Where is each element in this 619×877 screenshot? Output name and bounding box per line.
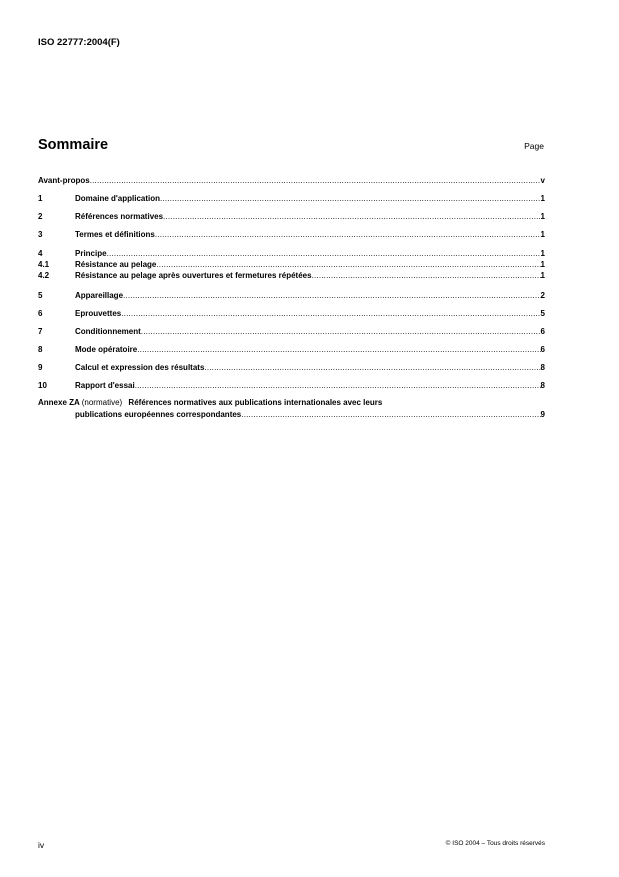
toc-entry-4-1[interactable] bbox=[38, 259, 545, 270]
annex-qualifier: (normative) bbox=[81, 398, 123, 407]
toc-entry-label: Eprouvettes bbox=[75, 309, 122, 318]
toc-entry-label: Termes et définitions bbox=[75, 230, 155, 239]
leader-dots bbox=[141, 327, 541, 337]
toc-entry-number: 10 bbox=[38, 381, 47, 390]
toc-entry-page: 5 bbox=[540, 309, 545, 318]
toc-entry-annex-za[interactable] bbox=[38, 398, 382, 408]
toc-entry-label: Appareillage bbox=[75, 291, 124, 300]
document-id-header: ISO 22777:2004(F) bbox=[38, 37, 120, 48]
toc-entry-annex-za-line2[interactable] bbox=[75, 409, 545, 420]
toc-entry-number: 7 bbox=[38, 327, 43, 336]
toc-entry-page: 1 bbox=[540, 249, 545, 258]
toc-entry-page: 1 bbox=[540, 230, 545, 239]
toc-entry-label: Domaine d'application bbox=[75, 194, 161, 203]
toc-entry-number: 6 bbox=[38, 309, 43, 318]
toc-entry-label: Calcul et expression des résultats bbox=[75, 363, 205, 372]
toc-entry-number: 5 bbox=[38, 291, 43, 300]
toc-entry-label: Principe bbox=[75, 249, 107, 258]
toc-entry-page: 1 bbox=[540, 271, 545, 280]
toc-entry-number: 9 bbox=[38, 363, 43, 372]
leader-dots bbox=[155, 230, 541, 240]
footer-copyright: © ISO 2004 – Tous droits réservés bbox=[445, 840, 545, 847]
toc-entry-page: 8 bbox=[540, 381, 545, 390]
toc-entry-label: Références normatives bbox=[75, 212, 164, 221]
leader-dots bbox=[107, 249, 541, 259]
toc-entry-number: 1 bbox=[38, 194, 43, 203]
leader-dots bbox=[135, 381, 541, 391]
leader-dots bbox=[121, 309, 540, 319]
toc-entry-label: Conditionnement bbox=[75, 327, 141, 336]
toc-entry-2[interactable] bbox=[38, 211, 545, 222]
toc-entry-5[interactable] bbox=[38, 290, 545, 301]
toc-entry-page: 9 bbox=[540, 410, 545, 419]
leader-dots bbox=[137, 345, 540, 355]
toc-entry-page: 1 bbox=[540, 260, 545, 269]
toc-entry-avant-propos[interactable] bbox=[38, 175, 545, 186]
toc-entry-page: v bbox=[540, 176, 545, 185]
leader-dots bbox=[241, 410, 540, 420]
toc-entry-number: 4.1 bbox=[38, 260, 50, 269]
toc-entry-label: Résistance au pelage bbox=[75, 260, 157, 269]
toc-entry-8[interactable] bbox=[38, 344, 545, 355]
toc-entry-label: Mode opératoire bbox=[75, 345, 138, 354]
toc-entry-7[interactable] bbox=[38, 326, 545, 337]
leader-dots bbox=[204, 363, 540, 373]
toc-entry-page: 6 bbox=[540, 345, 545, 354]
annex-title-line2: publications européennes correspondantes bbox=[75, 410, 242, 419]
toc-entry-page: 8 bbox=[540, 363, 545, 372]
toc-entry-number: 2 bbox=[38, 212, 43, 221]
toc-entry-1[interactable] bbox=[38, 193, 545, 204]
leader-dots bbox=[163, 212, 541, 222]
toc-entry-number: 4.2 bbox=[38, 271, 50, 280]
toc-entry-6[interactable] bbox=[38, 308, 545, 319]
page-column-label: Page bbox=[524, 141, 544, 151]
leader-dots bbox=[123, 291, 541, 301]
toc-entry-9[interactable] bbox=[38, 362, 545, 373]
toc-entry-page: 1 bbox=[540, 194, 545, 203]
leader-dots bbox=[160, 194, 541, 204]
toc-entry-4[interactable] bbox=[38, 248, 545, 259]
toc-entry-label: Avant-propos bbox=[38, 176, 90, 185]
toc-entry-page: 6 bbox=[540, 327, 545, 336]
footer-page-number: iv bbox=[38, 840, 45, 850]
leader-dots bbox=[156, 260, 540, 270]
page-title: Sommaire bbox=[38, 137, 109, 153]
leader-dots bbox=[90, 176, 541, 186]
annex-prefix: Annexe ZA bbox=[38, 398, 80, 407]
annex-title-line1: Références normatives aux publications internationales avec leurs bbox=[128, 398, 383, 407]
toc-entry-page: 2 bbox=[540, 291, 545, 300]
leader-dots bbox=[312, 271, 541, 281]
toc-entry-page: 1 bbox=[540, 212, 545, 221]
toc-entry-number: 4 bbox=[38, 249, 43, 258]
toc-entry-3[interactable] bbox=[38, 229, 545, 240]
toc-entry-10[interactable] bbox=[38, 380, 545, 391]
toc-entry-label: Rapport d'essai bbox=[75, 381, 135, 390]
toc-entry-label: Résistance au pelage après ouvertures et fermetures répétées bbox=[75, 271, 312, 280]
toc-entry-number: 8 bbox=[38, 345, 43, 354]
toc-entry-number: 3 bbox=[38, 230, 43, 239]
toc-entry-4-2[interactable] bbox=[38, 270, 545, 281]
